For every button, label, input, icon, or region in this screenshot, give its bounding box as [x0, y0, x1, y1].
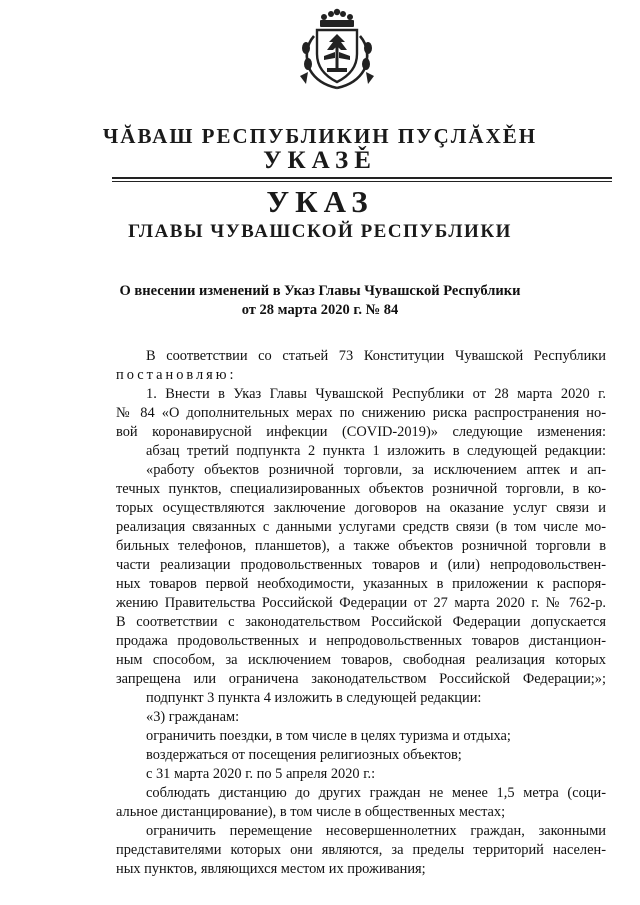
- body-line: ограничить поездки, в том числе в целях туризма и отдыха;: [146, 728, 511, 744]
- body-line: продажа продовольственных и непродовольственных товаров дистанцион-: [116, 633, 606, 649]
- coat-of-arms-emblem-icon: [294, 6, 380, 92]
- body-line: ных товаров первой необходимости, указанных в приложении к распоря-: [116, 576, 606, 592]
- body-line: с 31 марта 2020 г. по 5 апреля 2020 г.:: [146, 766, 376, 782]
- document-body: [116, 347, 606, 879]
- header-divider-thin: [112, 181, 612, 182]
- body-line: части реализации продовольственных товаров и (или) непродовольствен-: [116, 557, 606, 573]
- body-line: реализация связанных с данными услугами средств связи (в том числе мо-: [116, 519, 606, 535]
- body-line: «работу объектов розничной торговли, за исключением аптек и ап-: [146, 462, 606, 478]
- document-title-line-2: от 28 марта 2020 г. № 84: [241, 302, 399, 318]
- body-line: воздержаться от посещения религиозных объектов;: [146, 747, 462, 763]
- body-line: торых осуществляются заключение договоров на оказание услуг связи и: [116, 500, 606, 516]
- chuvash-header-line: ЧĂВАШ РЕСПУБЛИКИН ПУÇЛĂХĚН: [102, 124, 538, 148]
- chuvash-ukaze-heading: УКАЗĚ: [263, 147, 377, 174]
- body-line: соблюдать дистанцию до других граждан не менее 1,5 метра (соци-: [146, 785, 606, 801]
- glavy-subheading: ГЛАВЫ ЧУВАШСКОЙ РЕСПУБЛИКИ: [128, 221, 512, 242]
- header-divider-thick: [112, 177, 612, 179]
- body-line: 1. Внести в Указ Главы Чувашской Республики от 28 марта 2020 г.: [146, 386, 606, 402]
- document-title-line-1: О внесении изменений в Указ Главы Чувашской Республики: [119, 283, 521, 299]
- body-line: бильных телефонов, планшетов), а также объектов розничной торговли в: [116, 538, 606, 554]
- body-line: «3) гражданам:: [146, 709, 240, 725]
- body-line: вой коронавирусной инфекции (COVID-2019)» следующие изменения:: [116, 424, 606, 440]
- body-line: № 84 «О дополнительных мерах по снижению риска распространения но-: [116, 405, 606, 421]
- body-line: запрещена или ограничена законодательством Российской Федерации;»;: [116, 671, 606, 687]
- body-line: альное дистанцирование), в том числе в общественных местах;: [116, 804, 506, 820]
- body-line: ным способом, за исключением товаров, свободная реализация которых: [116, 652, 606, 668]
- body-line: подпункт 3 пункта 4 изложить в следующей редакции:: [146, 690, 482, 706]
- body-line: течных пунктов, специализированных объектов розничной торговли, в ко-: [116, 481, 606, 497]
- body-line: постановляю:: [116, 367, 237, 383]
- body-line: представителями которых они являются, за пределы территорий населен-: [116, 842, 606, 858]
- body-line: абзац третий подпункта 2 пункта 1 изложить в следующей редакции:: [146, 443, 606, 459]
- ukaz-heading: УКАЗ: [266, 184, 374, 219]
- body-line: В соответствии со статьей 73 Конституции Чувашской Республики: [146, 348, 606, 364]
- body-line: жению Правительства Российской Федерации от 27 марта 2020 г. № 762-р.: [116, 595, 606, 611]
- body-line: ограничить перемещение несовершеннолетних граждан, законными: [146, 823, 606, 839]
- body-line: ных пунктов, являющихся местом их проживания;: [116, 861, 426, 877]
- body-line: В соответствии с законодательством Российской Федерации допускается: [116, 614, 606, 630]
